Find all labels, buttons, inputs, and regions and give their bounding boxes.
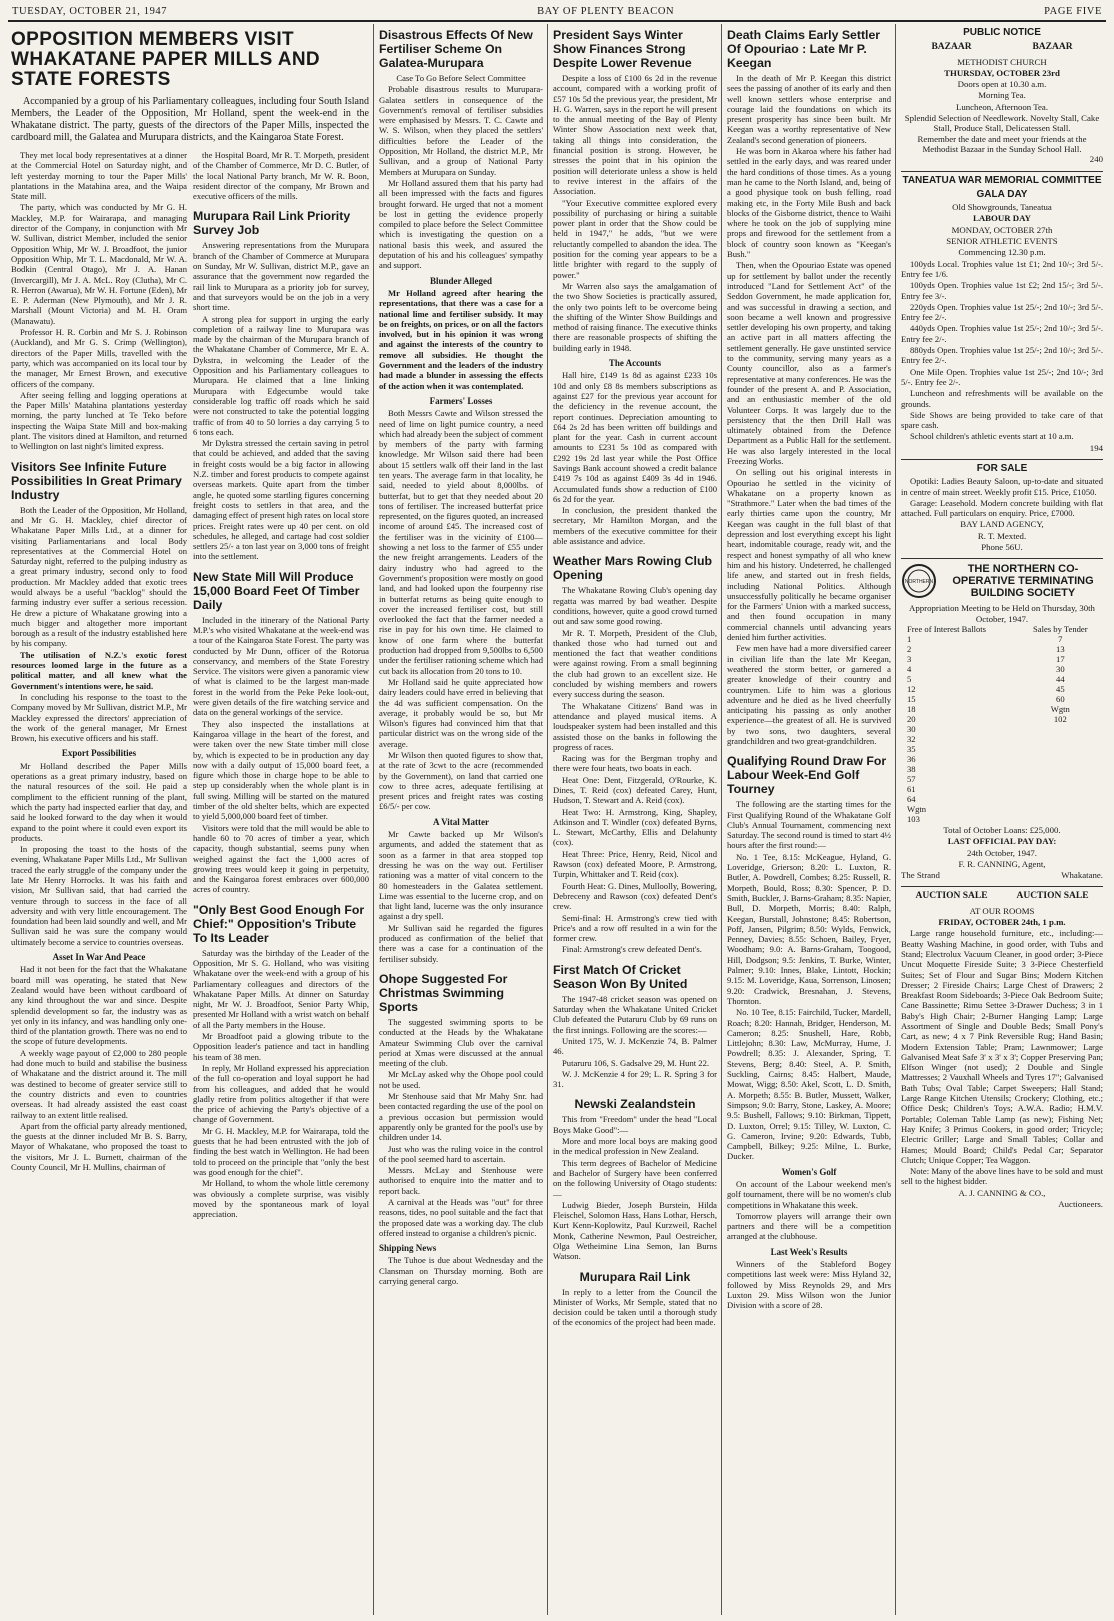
paragraph: No. 1 Tee, 8.15: McKeague, Hyland, G. Loveridge, Grierson; 8.20: L. Luxton, R. Butler, A. Powdrell, Combes; 8.25: Russell, R. Morpeth, Bould, Ross; 8.30: Spencer, P. D. Smith, Buckler, J. Barns-Graham; 8.35: Napier, Bull, D. Morpeth, Morris; 8.40: Ralph, Keegan, Burstall, Johnstone; 8.45: Robertson, Poff, Jansen, Pilgrim; 8.50: Wylds, Fenwick, Penney, Davies; 8.55: Schoen, Bailey, Fryer, Woodham; 9.0: A. Barns-Graham, Toogood, Hill, Dodgson; 9.5: Jenkins, T. Burke, Winter, Palmer; 9.10: Innes, Blake, Lintott, Hockin; 9.15: M. Loveridge, Kaua, Sorrenson, Linosen; 9.20: Cradwick, Bresnahan, J. Stevens, Thornton. [727, 851, 891, 1006]
paragraph: Just who was the ruling voice in the control of the pool seemed hard to ascertain. [379, 1143, 543, 1164]
export-body [11, 761, 187, 947]
paragraph: Professor H. R. Corbin and Mr S. J. Robinson (Auckland), and Mr G. S. Crimp (Wellington), directors of the Paper Mills, travelled with the party, which was accompanied on its local tour by the manager, Mr Ernest Brown, and executive officers of the company. [11, 327, 187, 389]
ballot-row [901, 724, 1103, 734]
paragraph: The suggested swimming sports to be conducted at the Heads by the Whakatane Amateur Swimming Club over the carnival period at Xmas were discussed at the annual meeting of the club. [379, 1016, 543, 1069]
masthead [8, 0, 1106, 22]
headline-cricket: First Match Of Cricket Season Won By United [553, 962, 688, 991]
paragraph: 100yds Local. Trophies value 1st £1; 2nd 10/-; 3rd 5/-. Entry fee 1/6. [901, 258, 1103, 279]
tender-number [1018, 764, 1103, 774]
pay-day-date: 24th October, 1947. [966, 847, 1037, 858]
bazaar-right: BAZAAR [1032, 42, 1073, 53]
paragraph: One Mile Open. Trophies value 1st 25/-; 2nd 10/-; 3rd 5/-. Entry fee 2/-. [901, 366, 1103, 387]
ballot-row [901, 734, 1103, 744]
auction-note: Note: Many of the above lines have to be sold and must sell to the highest bidder. [901, 1166, 1103, 1187]
paragraph: W. J. McKenzie 4 for 29; L. R. Spring 3 for 31. [553, 1068, 717, 1090]
tender-number [1018, 744, 1103, 754]
paragraph: 440yds Open. Trophies value 1st 25/-; 2nd 10/-; 3rd 5/-. Entry fee 2/-. [901, 323, 1103, 344]
paragraph: Mr Holland, to whom the whole little ceremony was obviously a complete surprise, was visibly moved by the spontaneous mark of loyal appreciation. [193, 1178, 369, 1220]
ballot-row [901, 644, 1103, 654]
divider [901, 459, 1103, 460]
paragraph: The Whakatane Rowing Club's opening day regatta was marred by bad weather. Despite conditions, however, quite a good crowd turned out and saw some good rowing. [553, 585, 717, 627]
paragraph: On selling out his original interests in Opouriao he settled in the vicinity of Whakatane on a property known as "Strathmore." Later when the bad times of the early thirties came upon the country, Mr Keegan was caught in the full blast of that depression and lost everything except his light heart, indomitable courage, ready wit, and the respect and honest sympathy of all who knew him and his history. Undeterred, he challenged life anew, and started out in fresh fields, including National Politics. Although unsuccessfully politically he became organiser for the Farmers' Union with a marked success, and then found occupation in many commercial channels until advancing years denied him further activities. [727, 467, 891, 643]
cricket-body [553, 994, 717, 1090]
paragraph: Mr Stenhouse said that Mr Mahy Snr. had been contacted regarding the use of the pool on a previous occasion but permission would apparently only be granted for the pool's use by children under 14. [379, 1091, 543, 1143]
pay-day-label: LAST OFFICIAL PAY DAY: [947, 836, 1057, 847]
tender-number: 30 [1056, 663, 1065, 674]
fert-body [379, 84, 543, 270]
ballot-number: 61 [907, 783, 916, 794]
headline-swimming: Ohope Suggested For Christmas Swimming Sports [379, 971, 508, 1014]
paragraph: Garage: Leasehold. Modern concrete building with flat attached. Full particulars on enquiry. Price, £7000. [901, 497, 1103, 519]
divider [901, 886, 1103, 887]
ballot-row [901, 814, 1103, 824]
tender-number [1018, 774, 1103, 784]
masthead-paper: BAY OF PLENTY BEACON [537, 5, 675, 17]
paragraph: They also inspected the installations at Kaingaroa village in the heart of the forest, and were taken over the new State timber mill close by, which is expected to be in production any day now with a daily output of 15,000 board feet, a figure which those in charge hope to be able to step up considerably when the whole plant is in full swing. Milling will be started on the matured timber of the old shelter belts, which are expected to yield 5,000,000 board feet of timber. [193, 718, 369, 822]
paragraph: Heat Three: Price, Henry, Reid, Nicol and Rawson (cox) defeated Moore, P. Armstrong, Turpin, Whittaker and T. Reid (cox). [553, 848, 717, 880]
subhead-results: Last Week's Results [770, 1246, 848, 1257]
ballot-number: 36 [907, 753, 916, 764]
coop-name: THE NORTHERN CO-OPERATIVE TERMINATING BUILDING SOCIETY [952, 563, 1094, 600]
paragraph: In reply, Mr Holland expressed his appreciation of the full co-operation and loyal support he had from his colleagues, and added that he would gladly retire from politics altogether if that were the price of achieving the Party's objective of a change of Government. [193, 1062, 369, 1125]
subhead-farmers: Farmers' Losses [429, 395, 493, 406]
paragraph: Few men have had a more diversified career in civilian life than the late Mr Keegan, weathered the storm better, or garnered a greater knowledge of their country and countrymen. Life to him was a glorious adventure and he died as he lived cheerfully anticipating his passing as only another experience—the greatest of all. He is survived by two sons, two daughters, several grandchildren and two great-grandchildren. [727, 643, 891, 746]
bazaar-doors: Doors open at 10.30 a.m. [957, 79, 1047, 90]
rail2-body [553, 1287, 717, 1328]
death-body [727, 73, 891, 746]
paragraph: Luncheon and refreshments will be available on the grounds. [901, 388, 1103, 409]
ballot-row [901, 684, 1103, 694]
paragraph: Hall hire, £149 1s 8d as against £233 10s 10d and only £8 8s members subscriptions as against £27 for the previous year account for the deficiency in the revenue account, the report continues. Depreciation amounting to £64 2s 2d has been written off buildings and plant for the year. Cash in current account amounts to £231 5s 10d as compared with £292 19s 2d last year while the Post Office Savings Bank account showed a credit balance £419 7s 10d as against £409 3s 4d in 1946. Accumulated funds show a reduction of £100 6s 2d for the year. [553, 370, 717, 504]
paragraph: Mr Cawte backed up Mr Wilson's arguments, and added the statement that as soon as a farmer in that area stopped top dressing he was on the way out. Fertiliser rationing was a matter of vital concern to the 80 homesteaders in the Galatea settlement. Lime was essential to the lucerne crop, and on that light land, lucerne was the only insurance against a dry spell. [379, 829, 543, 922]
coop-logo-icon [901, 563, 937, 599]
paragraph: the Hospital Board, Mr R. T. Morpeth, president of the Chamber of Commerce, Mr D. C. Butler, of the local National Party branch, Mr W. R. Boon, resident director of the company, Mr Brown and executive officers of the mills. [193, 150, 369, 202]
subhead-blunder: Blunder Alleged [429, 275, 493, 286]
visitors-body [11, 505, 187, 649]
column-rule [895, 24, 896, 1615]
senior-events: SENIOR ATHLETIC EVENTS [946, 236, 1058, 247]
lead-headline: OPPOSITION MEMBERS VISIT WHAKATANE PAPER MILLS AND STATE FORESTS [11, 29, 321, 90]
bazaar-remember: Remember the date and meet your friends at the Methodist Bazaar in the Sunday School Hall. [917, 133, 1087, 154]
subhead-asset: Asset In War And Peace [52, 952, 146, 963]
ballot-number: 30 [907, 723, 916, 734]
ballot-number: 4 [907, 663, 912, 674]
paragraph: This from "Freedom" under the head "Local Boys Make Good":— [553, 1114, 717, 1135]
paragraph: Mr Dykstra stressed the certain saving in petrol that could be achieved, and added that the saving in freight costs would be a big factor in allowing N.Z. timber and forest products to compete against overseas markets. Quite apart from the timber angle, he quoted some startling figures concerning freight costs to settlers in that area, and the damaging effect of present high rates on local store prices. Freight rates were up 40 per cent. on old schedules, he alleged, and cartage had cost soldier settlers 25/- a ton last year on 3,000 tons of freight into the settlement. [193, 438, 369, 562]
auction-body: Large range household furniture, etc., including:— Beatty Washing Machine, in good order, with Tubs and Stand; Electrolux Vacuum Cleaner, in good order; 3-Piece Uncut Moquette Fireside Suite; 3 3-Piece Chesterfield Suites; Set of Flour and Sugar Bins; Modern Kitchen Dresser; 2 Fireside Chairs; Large Chest of Drawers; 2 Breakfast Room Sideboards; 3-Piece Oak Bedroom Suite; Cane Bassinette; Rimu Settee 3-Drawer Duchess; 3 in 1 Baby's High Chair; 2-Burner Hanging Lamp; Large Assortment of Single and Double Beds; Small Pony's Cart, as new; 4 x 7 Pink Reversible Rug; Hand Basin; Modern Extension Table; Pram; Lawnmower; Large Galvanised Meat Safe 3' x 3' x 3'; Copper Preserving Pan; Elfson Winger (not used); 2 Double and Single Mattresses; 2 Vauxhall Wheels and Tyres 17"; Galvanised Bath Tubs; Oval Table; Carpet Sweepers; Hall Stand; Large Range Kitchen Utensils; Crockery; Clothing, etc.; Office Desk; Children's Toys; A.W.A. Radio; H.M.V. Portable; Coleman Table Lamp (as new); Fishing Net; Hay Knife; 3 Primus Cookers, in good order; Tricycle; Electric Griller; Large and Small Tables; Collar and Hames; Mould Board; Child's Pedal Car; Separator Clutch; Unique Copper; Tea Waggon. [901, 928, 1103, 1165]
paragraph: Mr McLay asked why the Ohope pool could not be used. [379, 1069, 543, 1090]
column-show [550, 24, 720, 1615]
paragraph: Winners of the Stableford Bogey competitions last week were: Miss Hyland 32, followed by Miss Reynolds 29, and Mrs Luxton 29. Miss Wilson won the Junior Division with a score of 28. [727, 1259, 891, 1311]
auction-rooms: AT OUR ROOMS [969, 905, 1035, 916]
loans-total: Total of October Loans: £25,000. [943, 824, 1061, 835]
headline-rail-link-2: Murupara Rail Link [579, 1269, 691, 1284]
ballot-row [901, 794, 1103, 804]
column-fertiliser [376, 24, 546, 1615]
ballots-col-2: Sales by Tender [1033, 623, 1088, 634]
divider [901, 558, 1103, 559]
ballot-number: 2 [907, 643, 912, 654]
paragraph: School children's athletic events start at 10 a.m. [910, 431, 1074, 442]
senior-time: Commencing 12.30 p.m. [958, 247, 1046, 258]
lead-body-right [193, 150, 369, 1220]
auction-left: AUCTION SALE [915, 891, 988, 902]
ballot-number: 5 [907, 673, 912, 684]
lead-body [11, 150, 369, 1220]
bazaar-tea: Morning Tea. [978, 90, 1026, 101]
ballot-row [901, 704, 1103, 714]
ballot-row [901, 714, 1103, 724]
ballot-number: 32 [907, 733, 916, 744]
ballot-number: 64 [907, 793, 916, 804]
for-sale-title: FOR SALE [976, 462, 1028, 474]
paragraph: Mr Holland described the Paper Mills operations as a great primary industry, based on the natural resources of the soil. He paid a compliment to the efficient running of the plant, which the party had inspected earlier that day, and said he looked forward to the day when it would expand to the point where it could even export its products. [11, 760, 187, 843]
paragraph: No. 10 Tee, 8.15: Fairchild, Tucker, Mardell, Roach; 8.20: Hannah, Bridger, Henderson, M. Cameron; 8.25: Snushell, Hare, Robb, Littlejohn; 8.30: Law, McMurray, Hume, J. Powdrell; 8.35: J. Alexander, Spring, T. Stevens, Berg; 8.40: Steel, A. P. Smith, Suckling, Cairns; 8.45: Halbert, Maude, Mowat, Wigg; 8.50: Akel, Scott, L. D. Smith, A. Morpeth; 8.55: B. Butler, Mussett, Walker, Simpson; 9.0: Barry, Stone, Laskey, A. Moore; 9.5: Bushell, Fallows; 9.10: Birkman, Tippett, D. Luxton, Orrel; 9.15: Tilley, W. Luxton, C. G. Cameron, Irvine; 9.20: Edwards, Tubb, Campbell, Bilkey; 9.25: Milne, L. Burke, Ducker. [727, 1007, 891, 1162]
paragraph: Side Shows are being provided to take care of that spare cash. [901, 409, 1103, 431]
paragraph: Tomorrow players will arrange their own partners and there will be a competition arranged at the clubhouse. [727, 1210, 891, 1242]
asset-body [11, 964, 187, 1172]
tender-number: 7 [1058, 633, 1063, 644]
subhead-accounts: The Accounts [608, 358, 662, 369]
subhead-womens-golf: Women's Golf [781, 1166, 837, 1177]
paragraph: Mr Wilson then quoted figures to show that, at the rate of 3cwt to the acre (recommended by the Government), on land that carried one cow to three acres, adequate fertilising at present prices and freight rates was costing £6/5/- per cow. [379, 750, 543, 812]
headline-rowing: Weather Mars Rowing Club Opening [553, 554, 712, 583]
gala-day: LABOUR DAY [972, 213, 1032, 224]
agency-contact: R. T. Mexted. [977, 530, 1027, 541]
columns [8, 24, 1106, 1615]
paragraph: Fourth Heat: G. Dines, Mulloolly, Bowering, Debreceny and Rawson (cox) defeated Dent's crew. [553, 880, 717, 912]
tender-number [1018, 814, 1103, 824]
auctioneer: A. J. CANNING & CO., [958, 1187, 1046, 1198]
tender-number: 13 [1056, 643, 1065, 654]
public-notice-title: PUBLIC NOTICE [963, 27, 1041, 38]
womens-body [727, 1179, 891, 1242]
ballot-row [901, 754, 1103, 764]
paragraph: 220yds Open. Trophies value 1st 25/-; 2nd 10/-; 3rd 5/-. Entry fee 2/-. [901, 301, 1103, 323]
gala-place: Old Showgrounds, Taneatua [952, 202, 1052, 213]
paragraph: Despite a loss of £100 6s 2d in the revenue account, compared with a working profit of £57 10s 5d the previous year, the president, Mr H. G. Warren, says in the report he will present to the annual meeting of the Bay of Plenty Winter Show Association next week that, taking all things into consideration, the financial position is strong. However, he stresses the point that in his opinion the position will deteriorate unless a show is held to revive interest in the affairs of the Association. [553, 73, 717, 197]
a-left [11, 150, 187, 452]
paragraph: Mr Sullivan said he regarded the figures produced as confirmation of the belief that there was a case for a continuation of the fertiliser subsidy. [379, 922, 543, 964]
paragraph: After seeing felling and logging operations at the Paper Mills' Matahina plantations yesterday morning, the party lunched at Te Teko before inspecting the Waipa State Mill and box-making plant. The visitors dined at Hamilton, and returned to Wellington on last night's limited express. [11, 389, 187, 452]
paragraph: Answering representations from the Murupara branch of the Chamber of Commerce at Murupara on Sunday, Mr W. Sullivan, district M.P., gave an assurance that the government now regarded the rail link to Murupara as a priority job for survey, and that surveyors would be on the job in a very short time. [193, 240, 369, 313]
ballot-number: 38 [907, 763, 916, 774]
tender-number [1018, 724, 1103, 734]
divider [901, 171, 1103, 172]
paragraph: Heat Two: H. Armstrong, King, Shapley, Atkinson and T. Windler (cox) defeated Byrns, L. Stewart, McCarthy, Ellis and Delahunty (cox). [553, 806, 717, 848]
swim-body [379, 1017, 543, 1238]
blunder-bold: Mr Holland agreed after hearing the representations, that there was a case for a national lime and fertiliser subsidy. It may be on freights, on prices, or on all the factors involved, but in his opinion it was wrong and against the interests of the country to remove all subsidies. He thought the Government and the leaders of the industry had made a blunder in assessing the effects of the action when it was contemplated. [379, 287, 543, 391]
paragraph: The following are the starting times for the First Qualifying Round of the Whakatane Golf Club's Annual Tournament, commencing next Saturday. The second round is timed to start 4½ hours after the first round:— [727, 799, 891, 851]
ballot-row [901, 804, 1103, 814]
subhead-select-committee: Case To Go Before Select Committee [396, 73, 526, 83]
coop-meeting: Appropriation Meeting to be Held on Thursday, 30th October, 1947. [909, 603, 1095, 624]
visitors-body-2 [11, 692, 187, 743]
paragraph: More and more local boys are making good in the medical profession in New Zealand. [553, 1136, 717, 1157]
paragraph: "Your Executive committee explored every possibility of purchasing or hiring a suitable power plant in order that the Show could be held in 1947," he adds, "but we were reluctantly compelled to abandon the idea. The position for the coming year appears to be a little brighter with regard to the supply of power." [553, 197, 717, 280]
ballots-header [901, 624, 1103, 634]
paragraph: Included in the itinerary of the National Party M.P.'s who visited Whakatane at the week-end was a tour of the Kaingaroa State Forest. The party was conducted by Mr Dunn, officer of the Rotorua conservancy, and members of the State Forestry Service. The visitors were given a panoramic view of what is claimed to be the largest man-made forest in the world from the Peke Peke look-out, were given details of the fire watching service and data on the general workings of the service. [193, 614, 369, 718]
gala-title: GALA DAY [976, 188, 1028, 200]
tender-number: Wgtn [1050, 703, 1070, 714]
strand-left: The Strand [901, 870, 940, 881]
headline-death: Death Claims Early Settler Of Opouriao : Late Mr P. Keegan [727, 28, 881, 70]
subhead-export: Export Possibilities [61, 748, 137, 759]
a-right [193, 150, 369, 201]
masthead-page: PAGE FIVE [1044, 5, 1102, 17]
ballot-row [901, 784, 1103, 794]
paragraph: In proposing the toast to the hosts of the evening, Whakatane Paper Mills Ltd., Mr Sullivan traced the early struggle of the company under the late Mr Henry Horrocks. It was his faith and vision, Mr Sullivan said, that had carried the venture through to success in the face of all adversity and with very little encouragement. The foundation had been laid soundly and well, and Mr Sullivan said he was sure the company would ultimately become a service to countries overseas. [11, 844, 187, 947]
accounts-body [553, 370, 717, 546]
subhead-shipping: Shipping News [379, 1243, 437, 1254]
farmers-body [379, 408, 543, 812]
paragraph: In concluding his response to the toast to the Company moved by Mr Sullivan, district M.P., Mr Mackley expressed the directors' appreciation of the work of the general manager, Mr Ernest Brown, his executive officers and his staff. [11, 691, 187, 744]
ballot-number: 35 [907, 743, 916, 754]
paragraph: Heat One: Dent, Fitzgerald, O'Rourke, K. Dines, T. Reid (cox) defeated Carey, Hunt, Hudson, T. Stewart and A. Reid (cox). [553, 774, 717, 806]
column-death [724, 24, 894, 1615]
paragraph: Probable disastrous results to Murupara-Galatea settlers in consequence of the Government's removal of fertiliser subsidies were emphasised by Messrs. T. C. Cawte and W. S. Wilson, when they placed the settlers' difficulties before the Leader of the Opposition, Mr Holland, the district M.P., Mr Sullivan, and a group of National Party Members at Murupara on Sunday. [379, 84, 543, 177]
tender-number [1018, 794, 1103, 804]
newski-body [553, 1114, 717, 1261]
paragraph: 100yds Open. Trophies value 1st £2; 2nd 15/-; 3rd 5/-. Entry fee 3/-. [901, 280, 1103, 301]
ballot-number: 12 [907, 683, 916, 694]
paragraph: Mr Warren also says the amalgamation of the two Show Societies is practically assured, the only two points left to be overcome being the shifting of the Winter Show Buildings and method of raising finance. The executive thinks there are reasonable prospects of shifting the building early in 1948. [553, 280, 717, 353]
paragraph: The Tuhoe is due about Wednesday and the Clansman on Thursday morning. Both are carrying general cargo. [379, 1255, 543, 1287]
gala-events [901, 259, 1103, 442]
vital-body [379, 829, 543, 964]
church-name: METHODIST CHURCH [957, 56, 1047, 67]
ballot-number: 103 [907, 813, 920, 824]
paragraph: Mr Holland assured them that his party had all been impressed with the facts and figures brought forward. He urged that not a moment be lost in getting the evidence properly compiled to place before the Select Committee which is investigating the question on a national basis this week, and assured the deputation of his and his colleagues' sympathy and support. [379, 177, 543, 271]
ballots-body [901, 634, 1103, 824]
paragraph: Messrs. McLay and Stenhouse were authorised to enquire into the matter and to report back. [379, 1165, 543, 1196]
bazaar-header [901, 42, 1103, 52]
tender-number: 60 [1056, 693, 1065, 704]
column-ads [898, 24, 1106, 1615]
visitors-bold: The utilisation of N.Z.'s exotic forest resources loomed large in the future as a political matter, and all knew what the Government's intentions were, he said. [11, 649, 187, 691]
paragraph: United 175, W. J. McKenzie 74, B. Palmer 46. [553, 1035, 717, 1057]
lead-intro-text: Accompanied by a group of his Parliamentary colleagues, including four South Island Members, the Leader of the Opposition, Mr Holland, spent the week-end in the Whakatane district. The party, guests of the directors of the Paper Mills, inspected the cardboard mill, the Galatea and Murupara districts, and the Kaingaroa State Forest. [11, 96, 369, 143]
paragraph: On account of the Labour weekend men's golf tournament, there will be no women's club competitions in Whakatane this week. [727, 1178, 891, 1210]
paragraph: Racing was for the Bergman trophy and there were four heats, two boats in each. [553, 753, 717, 774]
auction-header [901, 891, 1103, 901]
paragraph: Semi-final: H. Armstrong's crew tied with Price's and a row off resulted in a win for the former crew. [553, 912, 717, 944]
food-body [193, 948, 369, 1220]
paragraph: A weekly wage payout of £2,000 to 280 people had done much to build and stabilise the business of Whakatane and the district around it. The mill was destined to become of greater service still to the country districts and even to countries overseas. It had already assisted the east coast railway to an extent little realised. [11, 1047, 187, 1120]
bazaar-ref: 240 [1089, 154, 1103, 165]
golf-body [727, 799, 891, 1161]
ballot-row [901, 744, 1103, 754]
headline-best-good: "Only Best Good Enough For Chief:" Opposition's Tribute To Its Leader [193, 902, 365, 945]
lead-body-left [11, 150, 187, 1220]
headline-golf: Qualifying Round Draw For Labour Week-End Golf Tourney [727, 754, 887, 797]
tender-number: 45 [1056, 683, 1065, 694]
gala-date: MONDAY, OCTOBER 27th [951, 224, 1053, 235]
bazaar-body: Splendid Selection of Needlework. Novelty Stall, Cake Stall, Produce Stall, Delicatessen Stall. [904, 113, 1100, 134]
ballot-number: 15 [907, 693, 916, 704]
auction-date: FRIDAY, OCTOBER 24th, 1 p.m. [938, 917, 1066, 928]
bazaar-date: THURSDAY, OCTOBER 23rd [944, 67, 1060, 78]
paragraph: The 1947-48 cricket season was opened on Saturday when the Whakatane United Cricket Club defeated the Putaruru Club by 69 runs on the first innings. Following are the scores:— [553, 993, 717, 1035]
ballot-row [901, 674, 1103, 684]
paragraph: Had it not been for the fact that the Whakatane board mill was operating, he stated that New Zealand would have been without cardboard of any kind throughout the war and since. Despite splendid development so far, the industry was as yet only in its infancy, and was handling only one-third of the plantation growth. There was no end to the scope of future developments. [11, 964, 187, 1047]
headline-visitors: Visitors See Infinite Future Possibilities In Great Primary Industry [11, 459, 182, 502]
headline-fertiliser: Disastrous Effects Of New Fertiliser Scheme On Galatea-Murupara [379, 28, 533, 70]
headline-winter-show: President Says Winter Show Finances Strong Despite Lower Revenue [553, 28, 692, 70]
tender-number [1018, 754, 1103, 764]
for-sale-body [901, 476, 1103, 518]
ballot-number: 1 [907, 633, 912, 644]
paragraph: Ludwig Bieder, Joseph Burstein, Hilda Fleischel, Solomon Hass, Hans Lothar, Hersch, Kurt Kenn-Koplowitz, Paul Kurzweil, Rachel Monk, Catherine Newmon, Paul Oestreicher, Olga Wetheimine Lina Semon, Ian Burns Watson. [553, 1199, 717, 1262]
subhead-vital: A Vital Matter [433, 816, 489, 827]
paragraph: The Whakatane Citizens' Band was in attendance and played musical items. A loudspeaker system had been installed and this assisted those on the banks in following the progress of races. [553, 700, 717, 752]
ballot-row [901, 664, 1103, 674]
gala-ref: 194 [1089, 442, 1103, 453]
paragraph: Then, when the Opouriao Estate was opened up for settlement by ballot under the recently introduced "Land for Settlement Act" of the Seddon Government, he made application for, and was successful in drawing a section, and soon became a well known and progressive settler developing his own property, and taking an active part in all matters affecting the settlement generally. He gave unstinted service to the community, serving many years as a County councillor, also as a farmer's representative at many conferences. He was the founder of the present A. and P. Association, and an enthusiastic member of the old Volunteer Corps. It was largely due to the persistency that the then Drill Hall was ultimately obtained from the Defence Department as a Public Hall for the settlement. He was also largely interested in the local Freezing Works. [727, 260, 891, 466]
ballot-row [901, 774, 1103, 784]
coop-logo-text: NORTHERN [904, 579, 934, 586]
tender-number [1018, 804, 1103, 814]
column-rule [721, 24, 722, 1615]
headline-rail-link: Murupara Rail Link Priority Survey Job [193, 209, 351, 238]
ballot-row [901, 694, 1103, 704]
bazaar-lunch: Luncheon, Afternoon Tea. [955, 101, 1049, 112]
paragraph: 880yds Open. Trophies value 1st 25/-; 2nd 10/-; 3rd 5/-. Entry fee 2/-. [901, 345, 1103, 366]
war-memorial-title: TANEATUA WAR MEMORIAL COMMITTEE [902, 174, 1102, 186]
paragraph: Opotiki: Ladies Beauty Saloon, up-to-date and situated in centre of main street. Weekly profit £15. Price, £1050. [901, 476, 1103, 497]
coop-header [901, 563, 1103, 599]
tender-number: 17 [1056, 653, 1065, 664]
paragraph: In the death of Mr P. Keegan this district sees the passing of another of its early and then well known settlers whose enterprise and courage laid the foundations on which its present prosperity has since been built. Mr Keegan was a worthy representative of New Zealand's second generation of pioneers. [727, 73, 891, 145]
headline-newski: Newski Zealandstein [574, 1097, 696, 1112]
paragraph: They met local body representatives at a dinner at the Commercial Hotel on Saturday night, and left yesterday morning to tour the Paper Mills' plantations in the Matahina area, and the Waipa State mill. [11, 150, 187, 202]
paragraph: A carnival at the Heads was "out" for three reasons, tides, no pool suitable and the fact that the proposed date was a working day. The club offered instead to organise a children's picnic. [379, 1196, 543, 1238]
tender-number: 102 [1053, 713, 1067, 724]
tender-number [1018, 784, 1103, 794]
paragraph: In conclusion, the president thanked the secretary, Mr Hamilton Morgan, and the members of the executive committee for their able assistance and advice. [553, 505, 717, 547]
ballots-col-1: Free of Interest Ballots [907, 623, 986, 634]
ballot-number: 3 [907, 653, 912, 664]
show-body [553, 73, 717, 353]
ballots-table [901, 624, 1103, 824]
auction-right: AUCTION SALE [1016, 891, 1089, 902]
masthead-date: TUESDAY, OCTOBER 21, 1947 [12, 5, 168, 17]
rowing-body [553, 585, 717, 954]
column-rule [373, 24, 374, 1615]
strand-right: Whakatane. [1061, 870, 1103, 881]
paragraph: Final: Armstrong's crew defeated Dent's. [562, 944, 702, 955]
paragraph: This term degrees of Bachelor of Medicine and Bachelor of Surgery have been conferred on the following University of Otago students:— [553, 1157, 717, 1199]
paragraph: Apart from the official party already mentioned, the guests at the dinner included Mr B. S. Barry, Mayor of Whakatane, who proposed the toast to the visitors, Mr J. L. Burnett, chairman of the County Council, Mr H. Mullins, chairman of [11, 1120, 187, 1173]
coop-agent: F. R. CANNING, Agent, [958, 858, 1046, 869]
paragraph: In reply to a letter from the Council the Minister of Works, Mr Semple, stated that no decision could be taken until a thorough study of the economics of the project had been made. [553, 1286, 717, 1328]
paragraph: Mr Broadfoot paid a glowing tribute to the Opposition leader's patience and tact in handling his team of 38 men. [193, 1031, 369, 1062]
column-lead [8, 24, 372, 1615]
ballot-number: 18 [907, 703, 916, 714]
paragraph: Visitors were told that the mill would be able to handle 60 to 70 acres of timber a year, which capacity, though substantial, seems puny when weighed against the fact the 1,000 acres of growing trees would keep it going in perpetuity, and the Kaingaroa forest embraces over 600,000 acres of country. [193, 822, 369, 895]
ballot-number: 57 [907, 773, 916, 784]
auctioneer-title: Auctioneers. [1058, 1199, 1103, 1210]
rail-body [193, 240, 369, 561]
column-rule [547, 24, 548, 1615]
paragraph: Mr G. H. Mackley, M.P. for Wairarapa, told the guests that he had been entrusted with the job of finding the best watch in Wellington. He had been told to proceed on the principle that "only the best was good enough for the chief". [193, 1125, 369, 1177]
headline-state-mill: New State Mill Will Produce 15,000 Board Feet Of Timber Daily [193, 569, 360, 612]
ballot-number: Wgtn [907, 803, 927, 814]
paragraph: A strong plea for support in urging the early completion of a railway line to Murupara was made by the chairman of the Murupara branch of the Whakatane Chamber of Commerce, Mr E. A. Dykstra, in welcoming the Leader of the Opposition and his Parliamentary colleagues to Murupara. He claimed that a line linking Murupara with Edgecumbe would take considerable log traffic off roads which he said were not constructed to take the potential logging traffic of from 40 to 50 lorries a day carrying 5 to 6 tons each. [193, 313, 369, 437]
agency-phone: Phone 56U. [981, 542, 1023, 553]
tender-number [1018, 734, 1103, 744]
paragraph: Saturday was the birthday of the Leader of the Opposition, Mr S. G. Holland, who was visiting Whakatane over the week-end with a group of his Parliamentary colleagues and directors of the Whakatane Paper Mills. At dinner on Saturday night, Mr W. J. Broadfoot, Senior Party Whip, presented Mr Holland with a wrist watch on behalf of all the Party members in the House. [193, 947, 369, 1030]
paragraph: He was born in Akaroa where his father had settled in the early days, and was reared under the hard conditions of those times. As a young man he came to the North Island, and, being of a good physique took on bush felling, road making etc, in the Forty Mile Bush and back blocks of the Gisborne district, thence to Waihi where he took on the job of supplying mine props and firewood for the settlement from a block of country soon known as "Keegan's Bush." [727, 146, 891, 260]
ballot-row [901, 634, 1103, 644]
lead-intro [11, 96, 369, 144]
paragraph: Mr Holland said he quite appreciated how dairy leaders could have erred in believing that the 4d was sufficient compensation. On the average, it probably would be so, but Mr Wilson's figures had convinced him that that particular district was on the wrong side of the average. [379, 676, 543, 749]
bazaar-left: BAZAAR [931, 42, 972, 53]
ballot-row [901, 654, 1103, 664]
agency-name: BAY LAND AGENCY, [960, 519, 1044, 530]
paragraph: Both the Leader of the Opposition, Mr Holland, and Mr G. H. Mackley, chief director of Whakatane Paper Mills Ltd., at a dinner for visiting Parliamentarians and local Body representatives at the Commercial Hotel on Saturday night, referred to the pulping industry as a great primary industry, second only to food production. Mr Mackley added that exotic trees would always be a useful "backlog" should the farming industry ever suffer a serious recession. He drew a picture of Whakatane growing into a much bigger and altogether more important borough as a result of the industry established here by his company. [11, 504, 187, 649]
paragraph: Putaruru 106, S. Gadsalve 29, M. Hunt 22. [562, 1057, 710, 1068]
ballot-row [901, 764, 1103, 774]
paragraph: The party, which was conducted by Mr G. H. Mackley, M.P. for Wairarapa, and managing director of the Company, in conjunction with Mr W. Sullivan, district Member, included the senior Opposition Whip, Mr W. J. Broadfoot, the junior Opposition Whip, Mr T. L. Macdonald, Mr W. A. Bodkin (Central Otago), Mr J. A. Hanan (Invercargill), Mr J. A. McL. Roy (Clutha), Mr C. R. Herron (Awarua), Mr W. H. Fortune (Eden), Mr E. P. Aderman (New Plymouth), and Mr J. R. Marshall (Mount Victoria) and M. H. Oram (Manawatu). [11, 202, 187, 326]
shipping-body [379, 1255, 543, 1286]
tender-number: 44 [1056, 673, 1065, 684]
results-body [727, 1259, 891, 1310]
paragraph: Mr R. T. Morpeth, President of the Club, thanked those who had turned out and mentioned the fact that weather conditions were against rowing. From a small beginning the club had grown to an excellent size. He concluded by wishing members and rowers every success during the season. [553, 627, 717, 700]
strand-line [901, 870, 1103, 880]
mill-body [193, 615, 369, 895]
ballot-number: 20 [907, 713, 916, 724]
paragraph: Both Messrs Cawte and Wilson stressed the need of lime on light pumice country, a need which had already been the subject of comment by members of the party with farming knowledge. Mr Wilson said there had been about 15 settlers walk off their land in the last ten years. The average farm in that locality, he said, needed to yield about 8,000lbs. of butterfat, but to get that they needed about 20 tons of fertiliser. The increased butterfat price represented, on the figures quoted, an increased income of around £45. The increased cost of the fertiliser was in the vicinity of £100—showing a net loss to the farmer of £55 under the new freight arrangements. Leaders of the dairy industry who had agreed to the Government's proposition were mostly on good land, and had looked upon the fourpenny rise in butterfat returns as being quite enough to cover the increased fertiliser cost, but still overlooked the fact that the farmer needed a rise in pay for his own time. He claimed to know of one farm where the butterfat production had dropped from 9,500lbs to 6,500 under the fertiliser rationing scheme which had cut back its allocation from 20 tons to 10. [379, 408, 543, 676]
